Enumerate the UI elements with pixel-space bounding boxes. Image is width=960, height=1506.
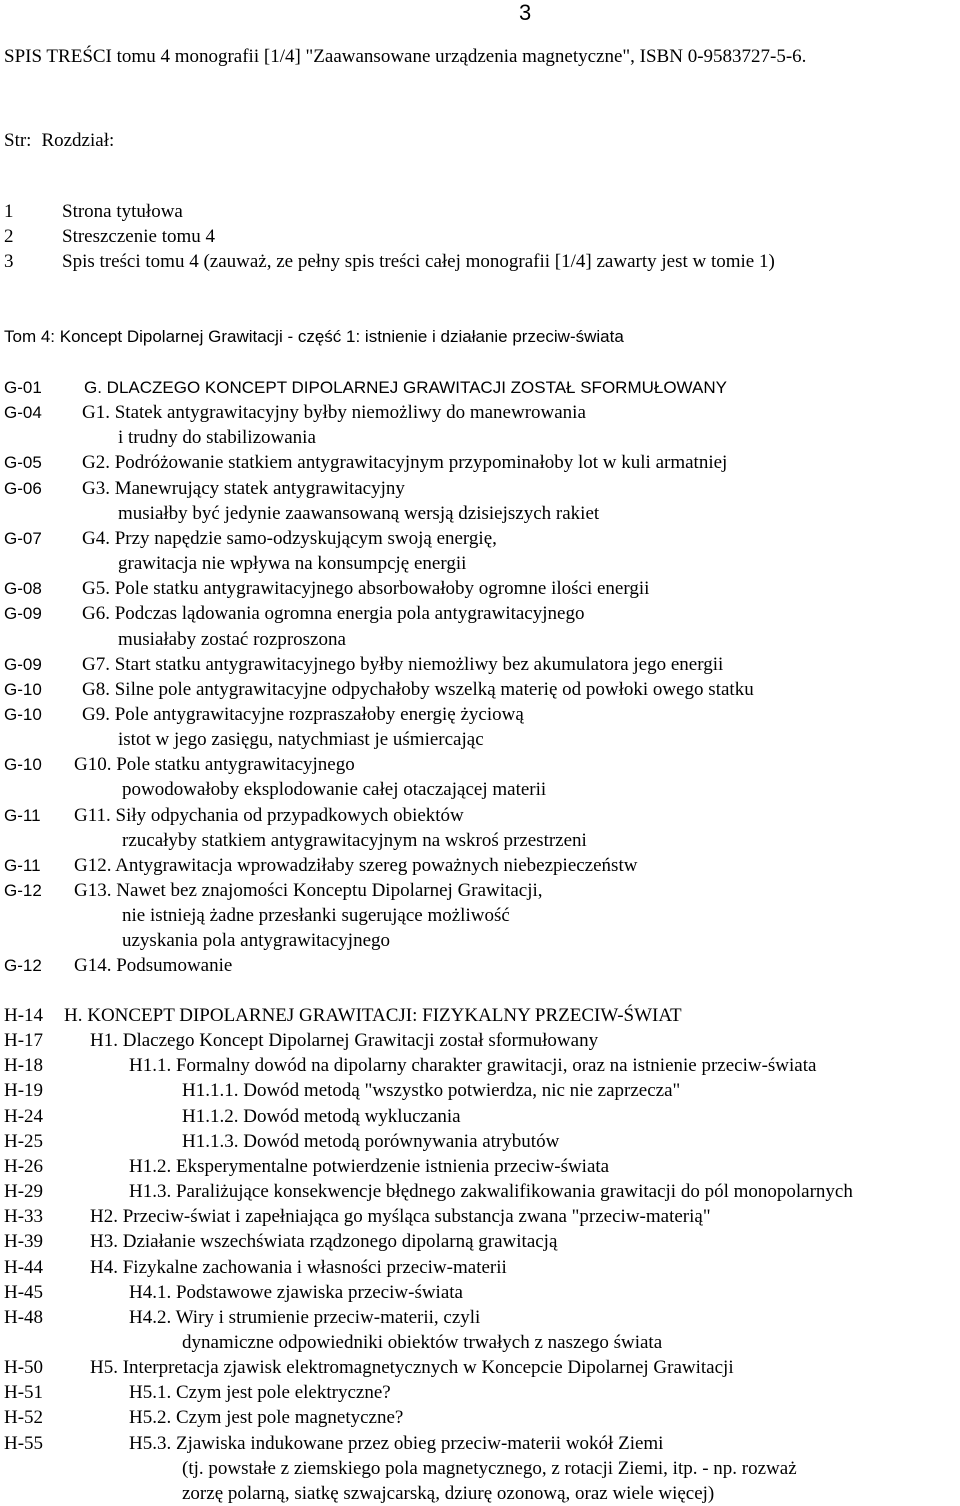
toc-page-number: H-26 [4,1155,44,1177]
toc-entry-title: H4.2. Wiry i strumienie przeciw-materii, czyli [129,1306,481,1328]
toc-page-number: G-06 [4,478,42,498]
toc-entry-continuation: rzucałyby statkiem antygrawitacyjnym na wskroś przestrzeni [122,829,587,851]
toc-entry-continuation: powodowałoby eksplodowanie całej otaczającej materii [122,779,547,801]
toc-page-number: G-10 [4,704,42,724]
toc-page-number: H-45 [4,1281,44,1303]
toc-entry-title: G. DLACZEGO KONCEPT DIPOLARNEJ GRAWITACJI ZOSTAŁ SFORMUŁOWANY [84,378,727,397]
toc-page-number: G-09 [4,604,42,624]
toc-entry-continuation: i trudny do stabilizowania [118,427,316,449]
toc-entry-title: Strona tytułowa [62,201,183,222]
column-header-page: Str: [4,130,32,151]
toc-entry-continuation: dynamiczne odpowiedniki obiektów trwałych z naszego świata [182,1331,663,1353]
toc-entry-title: H5.1. Czym jest pole elektryczne? [129,1382,391,1404]
document-title: SPIS TREŚCI tomu 4 monografii [1/4] "Zaawansowane urządzenia magnetyczne", ISBN 0-9583727-5-6. [4,46,807,67]
toc-page-number: G-11 [4,805,41,825]
toc-page-number: H-29 [4,1181,44,1203]
toc-page-number: G-08 [4,579,42,599]
toc-entry-title: H. KONCEPT DIPOLARNEJ GRAWITACJI: FIZYKALNY PRZECIW-ŚWIAT [64,1005,682,1026]
toc-entry-title: G10. Pole statku antygrawitacyjnego [74,754,355,776]
toc-page-number: G-09 [4,654,42,674]
toc-page-number: G-04 [4,403,42,423]
toc-entry-title: H1.1.3. Dowód metodą porównywania atrybutów [182,1130,560,1152]
toc-entry-continuation: zorzę polarną, siatkę szwajcarską, dziurę ozonową, oraz wiele więcej) [182,1482,715,1504]
toc-entry-title: H5.3. Zjawiska indukowane przez obieg przeciw-materii wokół Ziemi [129,1432,664,1454]
toc-page-number: H-51 [4,1382,44,1404]
toc-page-number: G-12 [4,956,42,976]
toc-page-number: H-19 [4,1080,44,1102]
toc-entry-continuation: grawitacja nie wpływa na konsumpcję energii [118,553,467,575]
toc-entry-title: H1.3. Paraliżujące konsekwencje błędnego zakwalifikowania grawitacji do pól monopolarnych [129,1181,853,1203]
toc-entry-title: H1.1. Formalny dowód na dipolarny charakter grawitacji, oraz na istnienie przeciw-świata [129,1055,817,1077]
toc-entry-title: G6. Podczas lądowania ogromna energia pola antygrawitacyjnego [82,603,585,625]
toc-page-number: H-52 [4,1407,44,1429]
toc-entry-title: G13. Nawet bez znajomości Konceptu Dipolarnej Grawitacji, [74,880,543,901]
toc-entry-title: G4. Przy napędzie samo-odzyskującym swoją energię, [82,527,497,549]
page-number: 3 [519,0,532,25]
toc-page-number: H-25 [4,1130,44,1152]
toc-entry-title: G3. Manewrujący statek antygrawitacyjny [82,477,405,499]
toc-page-number: G-12 [4,881,42,900]
toc-page-number: H-50 [4,1357,44,1379]
toc-page-number: 3 [4,251,14,273]
toc-page-number: H-24 [4,1105,44,1127]
toc-page-number: G-11 [4,855,41,875]
toc-entry-continuation: musiałaby zostać rozproszona [118,628,346,650]
column-header-row [4,129,114,153]
toc-entry-continuation: nie istnieją żadne przesłanki sugerujące możliwość [122,905,510,927]
toc-entry-title: H5. Interpretacja zjawisk elektromagnetycznych w Koncepcie Dipolarnej Grawitacji [90,1357,734,1379]
toc-entry-title: G9. Pole antygrawitacyjne rozpraszałoby energię życiową [82,703,524,725]
toc-entry-title: G8. Silne pole antygrawitacyjne odpychałoby wszelką materię od powłoki owego statku [82,678,754,700]
toc-page-number: G-05 [4,453,42,473]
toc-entry-title: Spis treści tomu 4 (zauważ, ze pełny spis treści całej monografii [1/4] zawarty jest w tomie 1) [62,251,775,273]
toc-entry-title: H5.2. Czym jest pole magnetyczne? [129,1407,404,1429]
toc-entry-title: G11. Siły odpychania od przypadkowych obiektów [74,804,464,826]
toc-page-number: 2 [4,226,14,248]
toc-page-number: G-10 [4,679,42,699]
toc-page-number: H-55 [4,1432,44,1454]
toc-entry-title: Streszczenie tomu 4 [62,226,216,248]
toc-page-number: H-18 [4,1055,44,1077]
toc-entry-title: G12. Antygrawitacja wprowadziłaby szereg poważnych niebezpieczeństw [74,854,638,876]
part-heading: Tom 4: Koncept Dipolarnej Grawitacji - część 1: istnienie i działanie przeciw-świata [4,327,624,346]
toc-page-number: H-48 [4,1306,44,1328]
toc-page-number: 1 [4,201,14,222]
toc-entry-title: G14. Podsumowanie [74,955,233,977]
toc-entry-title: G7. Start statku antygrawitacyjnego byłby niemożliwy bez akumulatora jego energii [82,653,724,675]
toc-entry-title: G1. Statek antygrawitacyjny byłby niemożliwy do manewrowania [82,402,586,424]
toc-entry-continuation: istot w jego zasięgu, natychmiast je uśmiercając [118,729,484,751]
toc-entry-title: G5. Pole statku antygrawitacyjnego absorbowałoby ogromne ilości energii [82,578,650,600]
toc-entry-title: H4.1. Podstawowe zjawiska przeciw-świata [129,1281,463,1303]
toc-page-number: G-07 [4,528,42,548]
toc-entry-title: H1.1.1. Dowód metodą "wszystko potwierdza, nic nie zaprzecza" [182,1080,681,1102]
toc-page-number: H-17 [4,1030,44,1052]
toc-page-number: H-39 [4,1231,44,1253]
toc-entry-title: H2. Przeciw-świat i zapełniająca go myśląca substancja zwana "przeciw-materią" [90,1206,711,1228]
toc-page-number: G-10 [4,755,42,775]
toc-page-number: H-14 [4,1005,44,1026]
toc-page-number: H-44 [4,1256,44,1278]
toc-entry-title: H1.2. Eksperymentalne potwierdzenie istnienia przeciw-świata [129,1155,610,1177]
toc-entry-title: H1. Dlaczego Koncept Dipolarnej Grawitacji został sformułowany [90,1030,599,1052]
toc-entry-continuation: (tj. powstałe z ziemskiego pola magnetycznego, z rotacji Ziemi, itp. - np. rozważ [182,1457,797,1479]
column-header-chapter: Rozdział: [41,130,115,151]
toc-page-number: G-01 [4,378,42,397]
toc-entry-title: G2. Podróżowanie statkiem antygrawitacyjnym przypominałoby lot w kuli armatniej [82,452,728,474]
toc-entry-title: H1.1.2. Dowód metodą wykluczania [182,1105,461,1127]
toc-entry-title: H3. Działanie wszechświata rządzonego dipolarną grawitacją [90,1231,558,1253]
toc-entry-continuation: musiałby być jedynie zaawansowaną wersją dzisiejszych rakiet [118,502,600,524]
toc-entry-continuation: uzyskania pola antygrawitacyjnego [122,930,391,952]
toc-page-number: H-33 [4,1206,44,1228]
toc-entry-title: H4. Fizykalne zachowania i własności przeciw-materii [90,1256,507,1278]
